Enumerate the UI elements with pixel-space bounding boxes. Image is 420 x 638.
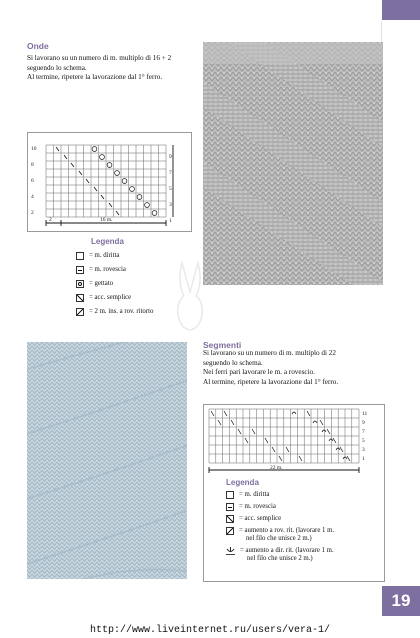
row-label: 10: [31, 146, 37, 152]
segmenti-legend-item: = m. diritta: [226, 491, 269, 499]
row-label: 3: [169, 202, 172, 208]
row-label: 5: [362, 438, 365, 444]
segmenti-line-1: Si lavorano su un numero di m. multiplo di 22: [203, 349, 336, 357]
segmenti-legend-item: = m. rovescia: [226, 503, 276, 511]
row-label: 9: [169, 154, 172, 160]
segmenti-width-label: 22 m.: [270, 465, 283, 471]
segmenti-chart-grid: [204, 405, 384, 477]
row-label: 9: [362, 420, 365, 426]
row-label: 6: [31, 178, 34, 184]
yarn-over-icon: [76, 280, 84, 288]
segmenti-legend-item: = aumento a dir. rit. (lavorare 1 m. nel filo che unisce 2 m.): [226, 547, 334, 563]
row-label: 1: [362, 456, 365, 462]
onde-row-labels-left: [31, 141, 37, 221]
row-label: 4: [31, 194, 34, 200]
bunny-watermark-icon: [170, 258, 210, 338]
row-label: 7: [362, 429, 365, 435]
knit-square-icon: [76, 252, 84, 260]
onde-legend-item: = gettato: [76, 280, 113, 288]
onde-line-1: Si lavorano su un numero di m. multiplo di 16 + 2: [27, 54, 172, 62]
purl-square-icon: [76, 266, 84, 274]
row-label: 11: [362, 411, 368, 417]
purl-square-icon: [226, 503, 234, 511]
knit-square-icon: [226, 491, 234, 499]
onde-instructions: [27, 54, 207, 83]
page-tab-blank: [381, 22, 420, 74]
increase-knit-icon: [226, 547, 235, 555]
segmenti-chart-box: [203, 404, 385, 582]
row-label: 5: [169, 186, 172, 192]
onde-legend-item: = acc. semplice: [76, 294, 131, 302]
onde-swatch-photo: [203, 42, 383, 285]
increase-purl-icon: [226, 527, 234, 535]
onde-legend-item: = m. diritta: [76, 252, 119, 260]
segmenti-legend-item: = aumento a rov. rit. (lavorare 1 m. nel filo che unisce 2 m.): [226, 527, 334, 543]
row-label: 8: [31, 162, 34, 168]
segmenti-line-4: Al termine, ripetere la lavorazione dal 1° ferro.: [203, 377, 339, 386]
segmenti-instructions: [203, 349, 383, 387]
segmenti-title: Segmenti: [203, 340, 242, 350]
segmenti-line-3: Nei ferri pari lavorare le m. a rovescio.: [203, 368, 315, 377]
segmenti-legend-item: = acc. semplice: [226, 515, 281, 523]
onde-legend-item: = 2 m. ins. a rov. ritorto: [76, 308, 153, 316]
single-decrease-icon: [76, 294, 84, 302]
onde-width-left: 2: [49, 217, 52, 223]
segmenti-row-labels: [362, 410, 367, 464]
page-number: 19: [382, 586, 420, 616]
watermark-url: http://www.liveinternet.ru/users/vera-1/: [89, 625, 331, 636]
onde-legend-item: = m. rovescia: [76, 266, 126, 274]
row-label: 7: [169, 170, 172, 176]
onde-width-right: 16 m.: [100, 217, 113, 223]
single-decrease-icon: [226, 515, 234, 523]
onde-legend-title: Legenda: [91, 237, 124, 246]
onde-line-3: Al termine, ripetere la lavorazione dal 1° ferro.: [27, 73, 163, 82]
segmenti-legend-title: Legenda: [226, 478, 259, 487]
onde-title: Onde: [27, 41, 49, 51]
segmenti-line-2: seguendo lo schema.: [203, 358, 263, 367]
segmenti-swatch-photo: [27, 342, 187, 579]
purl-two-together-icon: [76, 308, 84, 316]
onde-chart: [27, 132, 192, 232]
page-tab-top: [382, 0, 420, 20]
onde-row-labels-right: [169, 149, 172, 229]
onde-line-2: seguendo lo schema.: [27, 63, 87, 72]
row-label: 2: [31, 210, 34, 216]
row-label: 3: [362, 447, 365, 453]
row-label: 1: [169, 218, 172, 224]
